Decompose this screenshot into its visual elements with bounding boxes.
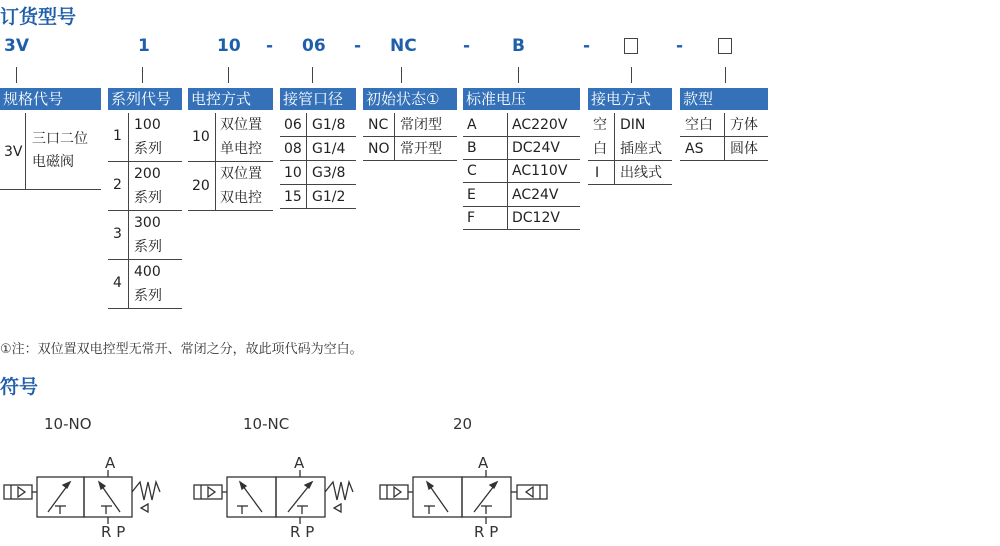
port-a-label: A [105,454,116,472]
wiring-value: DIN [620,117,646,133]
divider [0,189,101,190]
series-value: 系列 [134,288,162,304]
control-value: 双位置 [220,166,262,182]
voltage-code: B [467,140,477,156]
symbol-label-10-no: 10-NO [44,415,92,433]
wiring-value: 插座式 [620,141,662,157]
state-code: NO [368,141,390,157]
port-rp-label: R P [474,523,499,541]
valve-symbol-20 [380,470,547,524]
code-dash: - [463,36,471,56]
code-dash: - [676,36,684,56]
port-a-label: A [478,454,489,472]
divider [188,210,273,211]
code-state: NC [390,36,417,56]
series-value: 300 [134,215,161,231]
spec-desc: 三口二位 [32,131,88,147]
spec-code: 3V [4,144,23,160]
series-value: 100 [134,117,161,133]
state-value: 常开型 [400,141,442,157]
series-value: 200 [134,166,161,182]
footnote: ①注：双位置双电控型无常开、常闭之分，故此项代码为空白。 [0,342,363,357]
series-code: 2 [113,177,122,193]
valve-symbols [0,470,1000,526]
tick [312,67,313,83]
series-code: 3 [113,226,122,242]
port-size: G1/2 [312,189,346,205]
port-code: 10 [284,165,302,181]
voltage-code: C [467,163,477,179]
divider [25,113,26,190]
symbol-label-10-nc: 10-NC [243,415,290,433]
port-code: 15 [284,189,302,205]
symbols-title: 符号 [0,376,39,398]
port-rp-label: R P [101,523,126,541]
header-port: 接管口径 [280,88,356,110]
wiring-code: 空 [593,117,607,133]
voltage-value: AC24V [512,187,559,203]
header-spec: 规格代号 [0,88,101,110]
control-code: 10 [192,129,210,145]
code-voltage: B [512,36,525,56]
header-control: 电控方式 [188,88,273,110]
port-size: G1/4 [312,141,346,157]
blank-code-box [624,38,638,54]
port-size: G1/8 [312,117,346,133]
tick [725,67,726,83]
series-code: 1 [113,128,122,144]
control-value: 单电控 [220,141,262,157]
control-value: 双电控 [220,190,262,206]
series-value: 系列 [134,141,162,157]
code-series: 1 [138,36,150,56]
code-control: 10 [217,36,241,56]
tick [228,67,229,83]
series-code: 4 [113,275,122,291]
code-port: 06 [302,36,326,56]
series-value: 系列 [134,239,162,255]
header-voltage: 标准电压 [463,88,580,110]
voltage-value: AC110V [512,163,568,179]
voltage-value: AC220V [512,117,568,133]
divider [108,308,182,309]
code-dash: - [583,36,591,56]
divider [108,210,182,211]
page-title: 订货型号 [0,6,77,28]
tick [518,67,519,83]
style-code: AS [685,141,704,157]
state-value: 常闭型 [400,117,442,133]
header-wiring: 接电方式 [588,88,672,110]
style-value: 圆体 [730,141,758,157]
symbol-label-20: 20 [453,415,473,433]
code-dash: - [266,36,274,56]
state-code: NC [368,117,389,133]
tick [401,67,402,83]
code-dash: - [354,36,362,56]
header-state: 初始状态① [363,88,457,110]
wiring-value: 出线式 [620,165,662,181]
header-style: 款型 [680,88,768,110]
divider [614,113,615,185]
port-a-label: A [294,454,305,472]
tick [142,67,143,83]
tick [16,67,17,83]
blank-code-box [718,38,732,54]
series-value: 系列 [134,190,162,206]
port-code: 08 [284,141,302,157]
valve-symbol-10-nc [194,470,353,524]
port-code: 06 [284,117,302,133]
style-code: 空白 [685,117,713,133]
port-rp-label: R P [290,523,315,541]
voltage-code: E [467,187,476,203]
code-spec: 3V [4,36,29,56]
voltage-code: A [467,117,477,133]
header-series: 系列代号 [108,88,182,110]
tick [631,67,632,83]
divider [108,161,182,162]
voltage-code: F [467,210,476,226]
divider [507,113,508,230]
port-size: G3/8 [312,165,346,181]
control-value: 双位置 [220,117,262,133]
spec-desc: 电磁阀 [32,154,74,170]
wiring-code: I [595,165,600,181]
control-code: 20 [192,178,210,194]
wiring-code: 白 [593,141,607,157]
divider [188,161,273,162]
style-value: 方体 [730,117,758,133]
valve-symbol-10-no [4,470,160,524]
voltage-value: DC24V [512,140,560,156]
divider [108,259,182,260]
series-value: 400 [134,264,161,280]
voltage-value: DC12V [512,210,560,226]
